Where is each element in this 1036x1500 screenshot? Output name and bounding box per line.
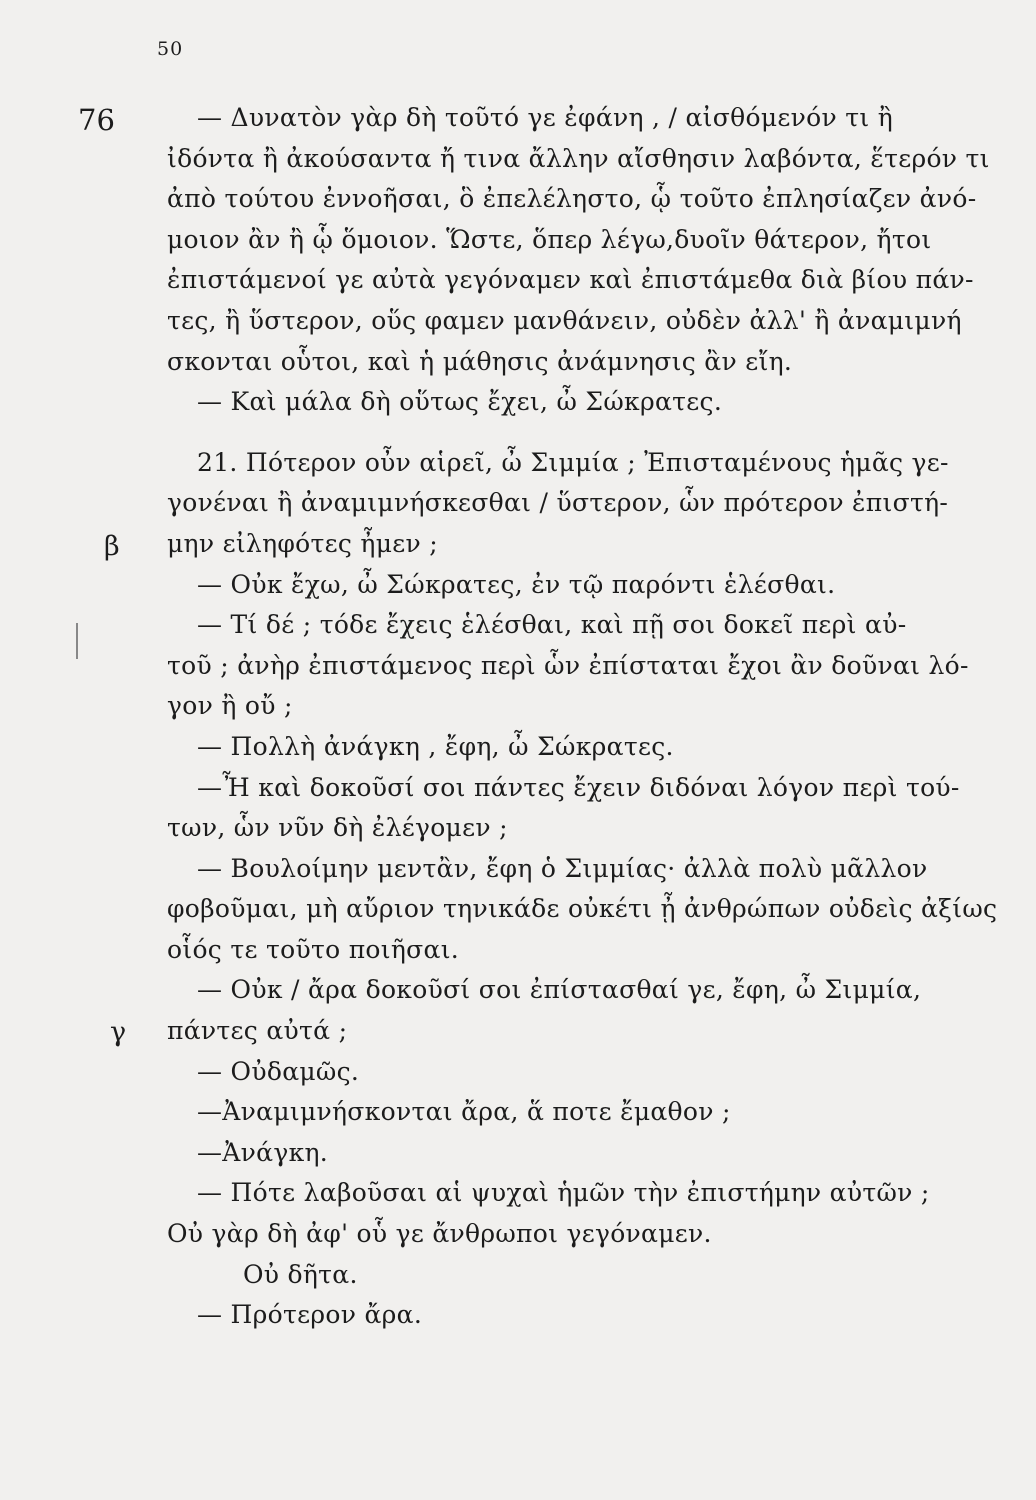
paragraph-gap [167,423,1007,443]
margin-section-b: β [104,531,120,562]
text-line: — Οὐκ ἔχω, ὦ Σώκρατες, ἐν τῷ παρόντι ἑλέσθαι. [197,569,836,599]
text-line: — Οὐδαμῶς. [197,1056,360,1086]
text-line: — Βουλοίμην μεντἂν, ἔφη ὁ Σιμμίας· ἀλλὰ πολὺ μᾶλλον [197,853,928,883]
text-line: ἀπὸ τούτου ἐννοῆσαι, ὃ ἐπελέληστο, ᾧ τοῦτο ἐπλησίαζεν ἀνό- [167,184,977,214]
text-line: σκονται οὗτοι, καὶ ἡ μάθησις ἀνάμνησις ἂν εἴη. [167,346,793,376]
dialogue-text [167,98,1007,1336]
text-line: γον ἢ οὔ ; [167,691,293,721]
text-line: γονέναι ἢ ἀναμιμνήσκεσθαι / ὕστερον, ὧν πρότερον ἐπιστή- [167,488,949,518]
text-line: των, ὧν νῦν δὴ ἐλέγομεν ; [167,813,508,843]
text-line: — Πολλὴ ἀνάγκη , ἔφη, ὦ Σώκρατες. [197,731,674,761]
text-line: — Πρότερον ἄρα. [197,1300,423,1330]
text-line: οἷός τε τοῦτο ποιῆσαι. [167,934,460,964]
text-line: —Ἦ καὶ δοκοῦσί σοι πάντες ἔχειν διδόναι λόγον περὶ τού- [197,772,960,802]
text-line: — Οὐκ / ἄρα δοκοῦσί σοι ἐπίστασθαί γε, ἔφη, ὦ Σιμμία, [197,975,922,1005]
text-line: —Ἀναμιμνήσκονται ἄρα, ἅ ποτε ἔμαθον ; [197,1097,731,1127]
section-heading-line: 21. Πότερον οὖν αἱρεῖ, ὦ Σιμμία ; Ἐπισταμένους ἡμᾶς γε- [197,447,949,477]
page-number: 50 [157,38,184,60]
text-line: ἰδόντα ἢ ἀκούσαντα ἤ τινα ἄλλην αἴσθησιν λαβόντα, ἕτερόν τι [167,143,990,173]
text-line: —Ἀνάγκη. [197,1137,329,1167]
margin-section-c: γ [110,1017,127,1048]
text-line: — Δυνατὸν γὰρ δὴ τοῦτό γε ἐφάνη , / αἰσθόμενόν τι ἢ [197,103,893,132]
text-line: — Πότε λαβοῦσαι αἱ ψυχαὶ ἡμῶν τὴν ἐπιστήμην αὐτῶν ; [197,1178,930,1208]
text-line: ἐπιστάμενοί γε αὐτὰ γεγόναμεν καὶ ἐπιστάμεθα διὰ βίου πάν- [167,265,974,295]
text-line: Οὐ δῆτα. [243,1259,358,1289]
stephanus-number: 76 [78,103,115,137]
text-line: — Τί δέ ; τόδε ἔχεις ἑλέσθαι, καὶ πῇ σοι δοκεῖ περὶ αὐ- [197,610,907,640]
text-line: τοῦ ; ἀνὴρ ἐπιστάμενος περὶ ὧν ἐπίσταται ἔχοι ἂν δοῦναι λό- [167,650,969,680]
text-line: — Καὶ μάλα δὴ οὕτως ἔχει, ὦ Σώκρατες. [197,387,723,417]
text-line: Οὐ γὰρ δὴ ἀφ' οὗ γε ἄνθρωποι γεγόναμεν. [167,1219,712,1249]
text-line: πάντες αὐτά ; [167,1016,348,1046]
text-line: τες, ἢ ὕστερον, οὕς φαμεν μανθάνειν, οὐδὲν ἀλλ' ἢ ἀναμιμνή [167,305,962,335]
text-line: μοιον ἂν ἢ ᾧ ὅμοιον. Ὥστε, ὅπερ λέγω,δυοῖν θάτερον, ἤτοι [167,224,932,254]
text-line: φοβοῦμαι, μὴ αὔριον τηνικάδε οὐκέτι ᾖ ἀνθρώπων οὐδεὶς ἀξίως [167,894,998,924]
margin-rule [76,623,78,659]
text-line: μην εἰληφότες ἦμεν ; [167,528,438,558]
